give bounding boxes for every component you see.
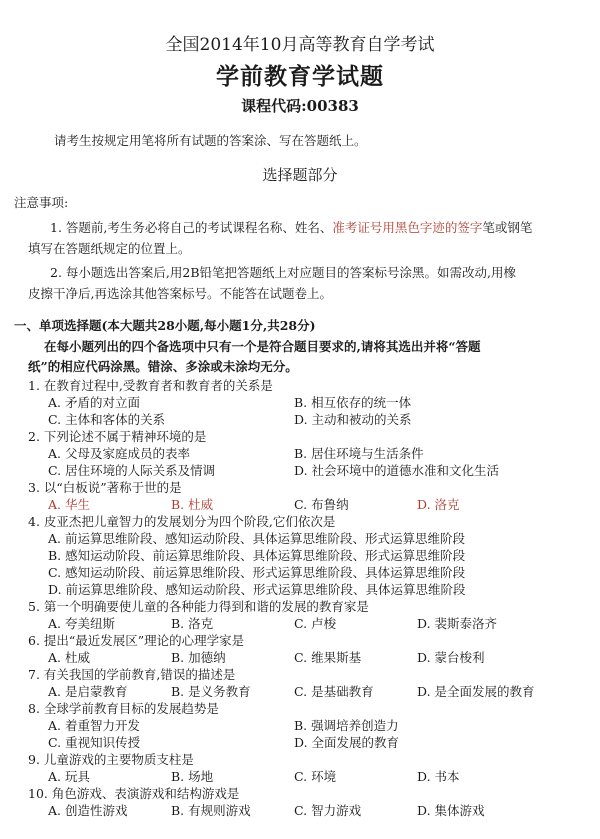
option-d: D. 集体游戏 — [417, 803, 485, 818]
option-d: D. 裴斯泰洛齐 — [417, 616, 498, 631]
option-b: B. 场地 — [171, 769, 214, 784]
option-a: A. 父母及家庭成员的表率 — [48, 446, 190, 461]
subject-title: 学前教育学试题 — [216, 63, 384, 90]
note-1-part-a: 1. 答题前,考生务必将自己的考试课程名称、姓名、 — [50, 220, 333, 235]
question-stem: 6. 提出“最近发展区”理论的心理学家是 — [28, 633, 245, 648]
option-a: A. 玩具 — [48, 769, 90, 784]
option-a: A. 创造性游戏 — [48, 803, 128, 818]
option-a: A. 着重智力开发 — [48, 718, 140, 733]
option-a: A. 是启蒙教育 — [48, 684, 128, 699]
question-stem: 1. 在教育过程中,受教育者和教育者的关系是 — [28, 378, 273, 393]
option-b: B. 杜威 — [171, 497, 214, 512]
option-d: D. 洛克 — [417, 497, 460, 512]
option-a: A. 夸美纽斯 — [48, 616, 115, 631]
exam-line: 全国2014年10月高等教育自学考试 — [165, 35, 435, 55]
question-stem: 10. 角色游戏、表演游戏和结构游戏是 — [28, 786, 240, 801]
option-d: D. 蒙台梭利 — [417, 650, 485, 665]
note-1-red: 准考证号用黑色字迹的签字 — [332, 220, 483, 235]
note-1-cont: 填写在答题纸规定的位置上。 — [28, 241, 191, 256]
option-c: C. 布鲁纳 — [294, 497, 349, 512]
option-c: C. 卢梭 — [294, 616, 337, 631]
option-d: D. 社会环境中的道德水准和文化生活 — [294, 463, 500, 478]
option-b: B. 洛克 — [171, 616, 214, 631]
question-stem: 9. 儿童游戏的主要物质支柱是 — [28, 752, 194, 767]
notes-label: 注意事项: — [14, 195, 69, 210]
option-d: D. 主动和被动的关系 — [294, 412, 412, 427]
option-a: A. 杜威 — [48, 650, 90, 665]
option-b: B. 居住环境与生活条件 — [294, 446, 424, 461]
option-c: C. 是基础教育 — [294, 684, 374, 699]
option-b: B. 感知运动阶段、前运算思维阶段、具体运算思维阶段、形式运算思维阶段 — [48, 548, 466, 563]
option-d: D. 全面发展的教育 — [294, 735, 400, 750]
section-title: 选择题部分 — [262, 166, 338, 184]
option-c: C. 重视知识传授 — [48, 735, 141, 750]
option-c: C. 维果斯基 — [294, 650, 362, 665]
option-b: B. 有规则游戏 — [171, 803, 251, 818]
option-b: B. 是义务教育 — [171, 684, 251, 699]
note-2: 2. 每小题选出答案后,用2B铅笔把答题纸上对应题目的答案标号涂黑。如需改动,用橡 — [50, 265, 516, 280]
part-title: 一、单项选择题(本大题共28小题,每小题1分,共28分) — [14, 318, 316, 333]
option-c: C. 主体和客体的关系 — [48, 412, 166, 427]
option-d: D. 前运算思维阶段、感知运动阶段、形式运算思维阶段、具体运算思维阶段 — [48, 582, 466, 597]
note-2-cont: 皮擦干净后,再选涂其他答案标号。不能答在试题卷上。 — [28, 286, 332, 301]
question-stem: 4. 皮亚杰把儿童智力的发展划分为四个阶段,它们依次是 — [28, 514, 336, 529]
note-1-part-b: 笔或钢笔 — [482, 220, 533, 235]
question-stem: 7. 有关我国的学前教育,错误的描述是 — [28, 667, 236, 682]
option-d: D. 书本 — [417, 769, 460, 784]
option-b: B. 强调培养创造力 — [294, 718, 399, 733]
course-code: 课程代码:00383 — [241, 97, 359, 115]
instruction: 请考生按规定用笔将所有试题的答案涂、写在答题纸上。 — [54, 133, 367, 148]
part-rule: 在每小题列出的四个备选项中只有一个是符合题目要求的,请将其选出并将“答题 — [44, 339, 481, 354]
option-c: C. 感知运动阶段、前运算思维阶段、形式运算思维阶段、具体运算思维阶段 — [48, 565, 466, 580]
option-d: D. 是全面发展的教育 — [417, 684, 535, 699]
option-c: C. 智力游戏 — [294, 803, 362, 818]
option-a: A. 华生 — [48, 497, 90, 512]
option-a: A. 矛盾的对立面 — [48, 395, 140, 410]
option-c: C. 居住环境的人际关系及情调 — [48, 463, 216, 478]
option-b: B. 相互依存的统一体 — [294, 395, 412, 410]
option-a: A. 前运算思维阶段、感知运动阶段、具体运算思维阶段、形式运算思维阶段 — [48, 531, 465, 546]
note-1 — [50, 220, 532, 236]
option-c: C. 环境 — [294, 769, 337, 784]
part-rule-cont: 纸”的相应代码涂黑。错涂、多涂或未涂均无分。 — [28, 359, 298, 374]
question-stem: 2. 下列论述不属于精神环境的是 — [28, 429, 207, 444]
question-stem: 5. 第一个明确要使儿童的各种能力得到和谐的发展的教育家是 — [28, 599, 369, 614]
question-stem: 3. 以“白板说”著称于世的是 — [28, 480, 182, 495]
option-b: B. 加德纳 — [171, 650, 226, 665]
question-stem: 8. 全球学前教育目标的发展趋势是 — [28, 701, 219, 716]
